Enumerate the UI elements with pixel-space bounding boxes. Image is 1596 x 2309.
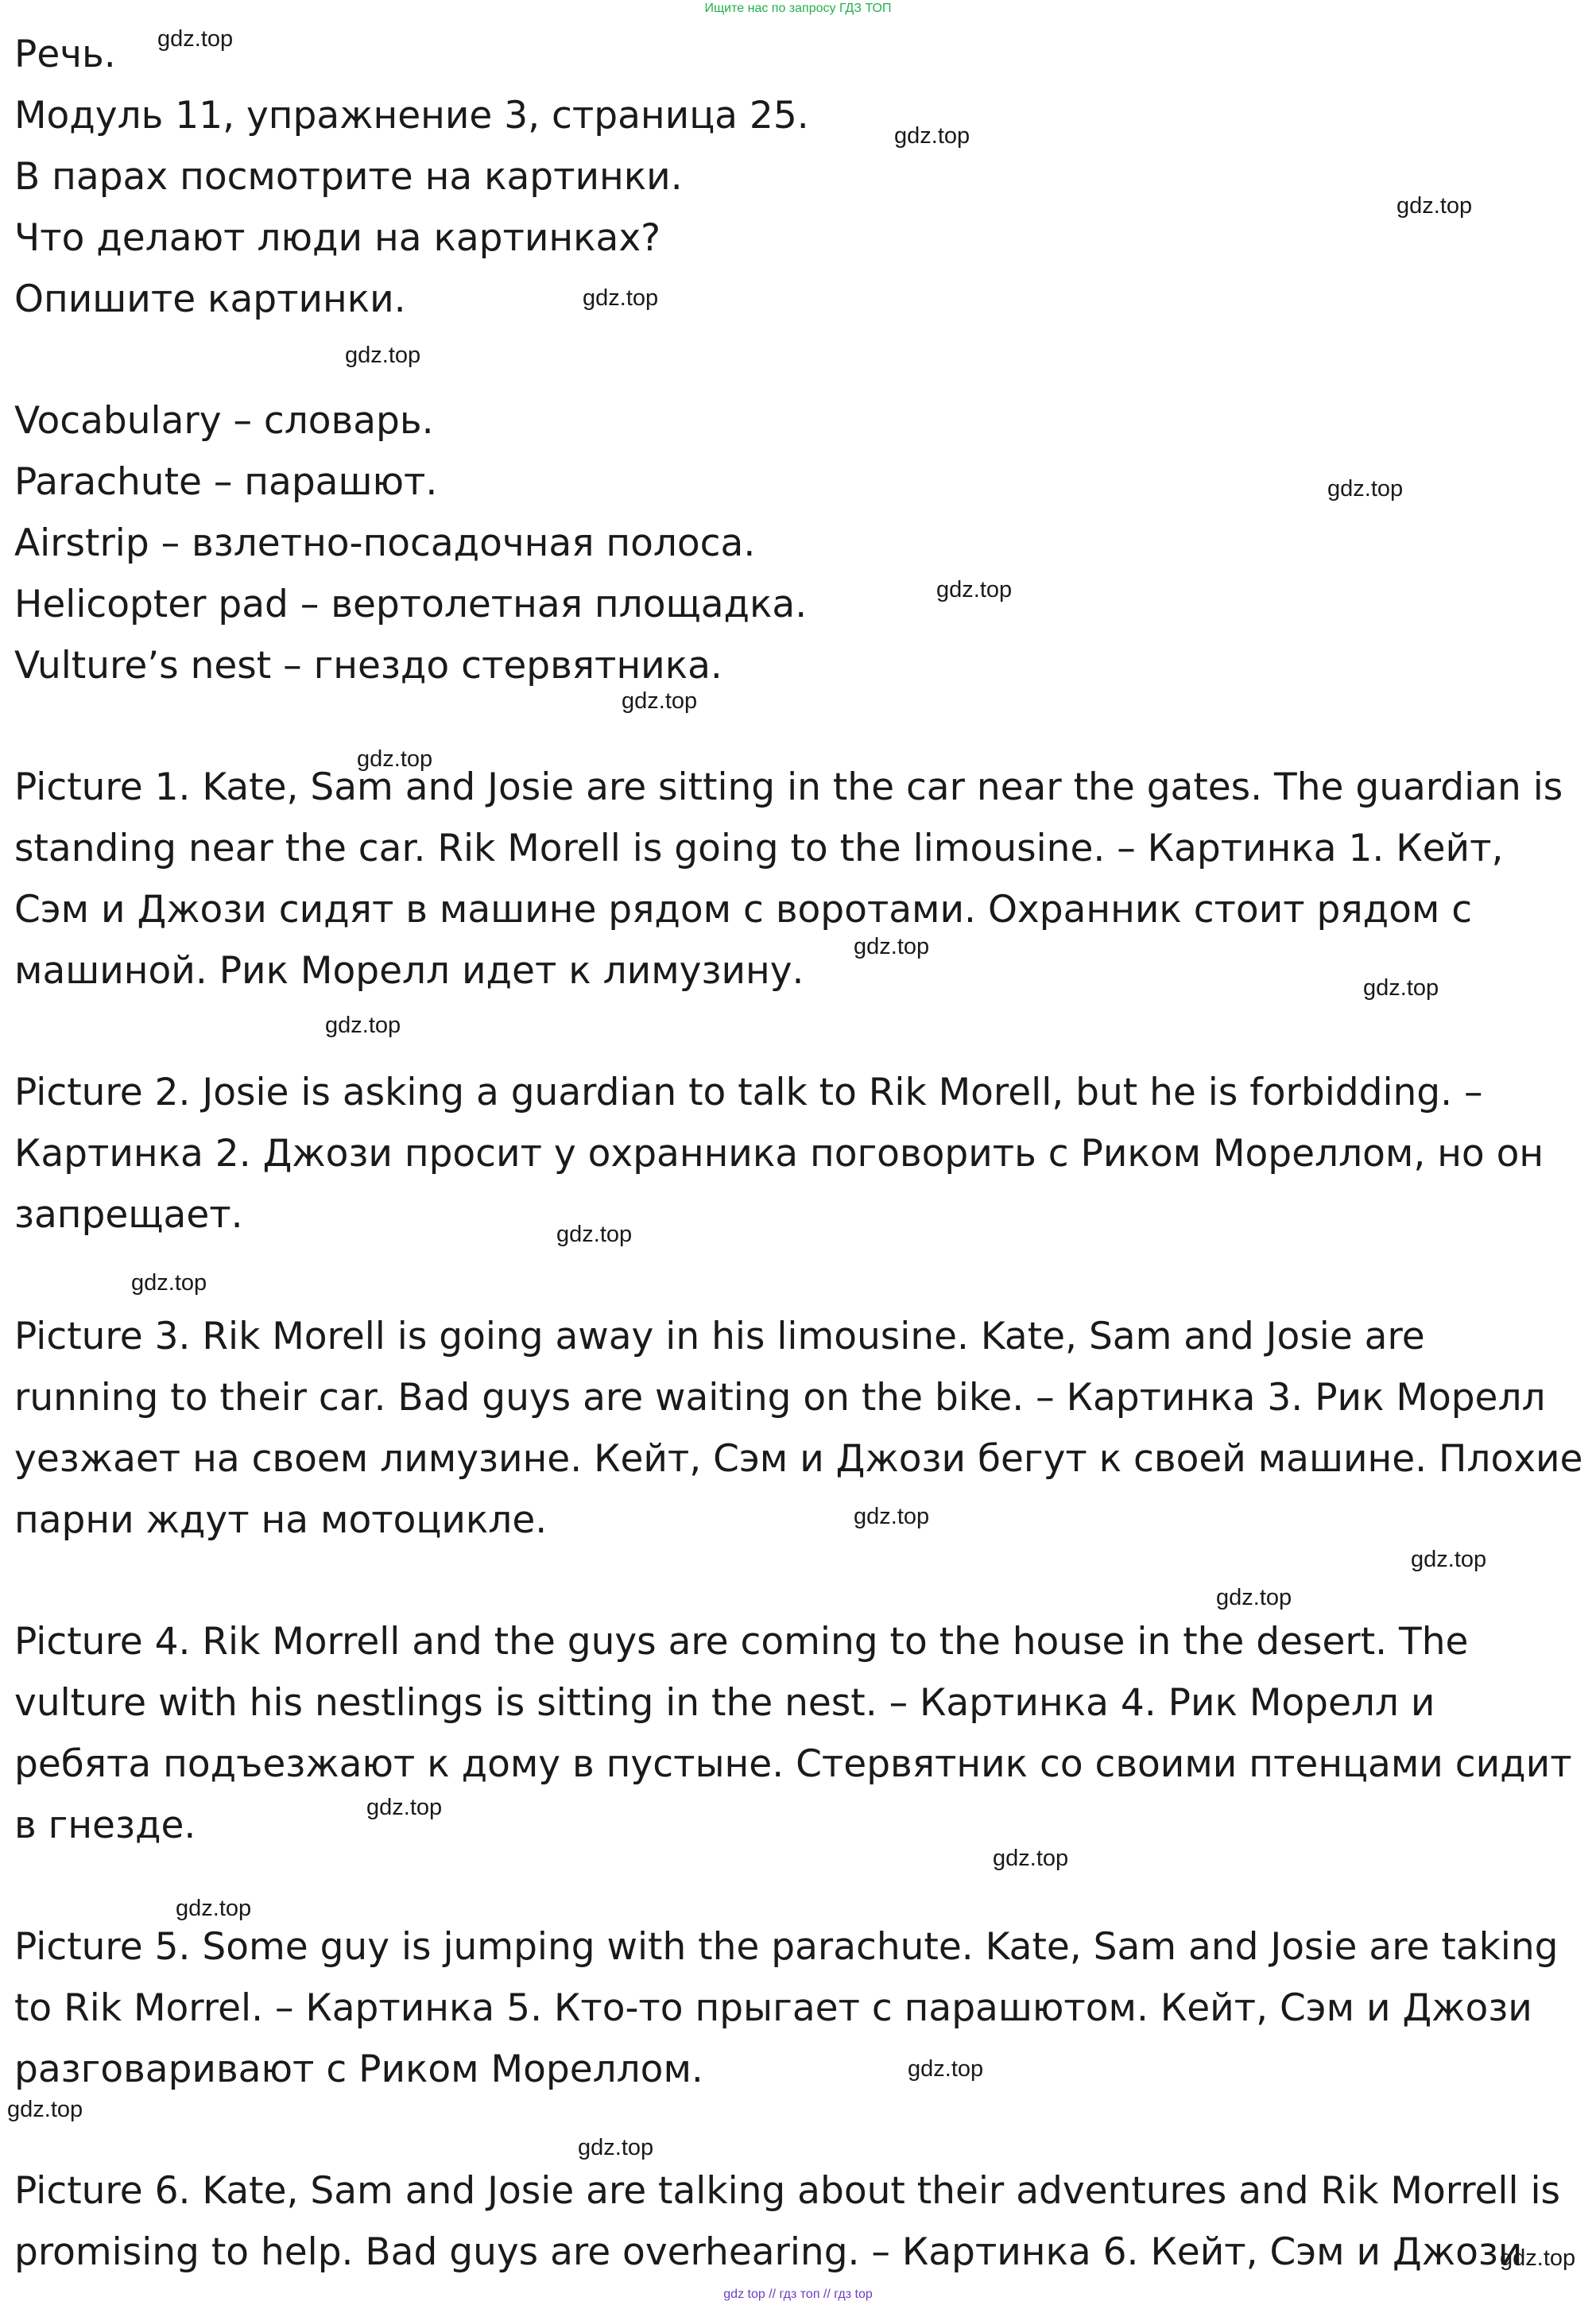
paragraph-line: to Rik Morrel. – Картинка 5. Кто-то прыгает с парашютом. Кейт, Сэм и Джози [14,1986,1532,2030]
picture-4-description [14,1611,1584,1856]
document-body [14,24,1584,2283]
watermark: gdz.top [7,2097,83,2122]
vocabulary-item: Helicopter pad – вертолетная площадка. [14,583,808,626]
watermark: gdz.top [622,688,698,714]
watermark: gdz.top [556,1222,633,1247]
exercise-intro [14,24,1584,330]
paragraph-line: Picture 1. Kate, Sam and Josie are sitting in the car near the gates. The guardian is [14,765,1563,809]
paragraph-line: Picture 4. Rik Morrell and the guys are coming to the house in the desert. The [14,1620,1469,1664]
paragraph-line: Picture 6. Kate, Sam and Josie are talking about their adventures and Rik Morrell is [14,2169,1561,2213]
section-title: Речь. [14,33,116,76]
watermark: gdz.top [583,285,659,311]
paragraph-line: машиной. Рик Морелл идет к лимузину. [14,949,804,993]
picture-6-description [14,2160,1584,2283]
watermark: gdz.top [366,1795,443,1820]
vocabulary-heading: Vocabulary – словарь. [14,399,434,443]
paragraph-line: Картинка 2. Джози просит у охранника поговорить с Риком Мореллом, но он [14,1132,1544,1176]
paragraph-line: running to their car. Bad guys are waiting on the bike. – Картинка 3. Рик Морелл [14,1376,1546,1420]
bottom-banner: gdz top // гдз топ // гдз top [723,2288,873,2301]
paragraph-line: ребята подъезжают к дому в пустыне. Стервятник со своими птенцами сидит [14,1742,1572,1786]
paragraph-line: парни ждут на мотоцикле. [14,1498,548,1542]
paragraph-line: разговаривают с Риком Мореллом. [14,2047,703,2091]
paragraph-line: standing near the car. Rik Morell is going to the limousine. – Картинка 1. Кейт, [14,827,1504,870]
exercise-reference: Модуль 11, упражнение 3, страница 25. [14,94,809,138]
vocabulary-item: Airstrip – взлетно-посадочная полоса. [14,521,756,565]
paragraph-line: promising to help. Bad guys are overhearing. – Картинка 6. Кейт, Сэм и Джози [14,2230,1523,2274]
picture-2-description [14,1062,1584,1246]
vocabulary-item: Vulture’s nest – гнездо стервятника. [14,644,722,688]
watermark: gdz.top [1396,193,1473,219]
watermark: gdz.top [325,1013,401,1038]
watermark: gdz.top [908,2056,984,2082]
paragraph-line: vulture with his nestlings is sitting in the nest. – Картинка 4. Рик Морелл и [14,1681,1435,1725]
paragraph-line: в гнезде. [14,1803,196,1847]
instruction-line: Что делают люди на картинках? [14,216,661,260]
paragraph-line: Picture 5. Some guy is jumping with the parachute. Kate, Sam and Josie are taking [14,1925,1559,1969]
top-banner: Ищите нас по запросу ГДЗ ТОП [704,2,892,15]
vocabulary-item: Parachute – парашют. [14,460,438,504]
picture-3-description [14,1306,1584,1551]
watermark: gdz.top [993,1846,1069,1871]
instruction-line: В парах посмотрите на картинки. [14,155,683,199]
picture-5-description [14,1916,1584,2100]
instruction-line: Опишите картинки. [14,277,406,321]
watermark: gdz.top [176,1896,252,1921]
watermark: gdz.top [1411,1547,1487,1572]
watermark: gdz.top [854,1504,930,1529]
watermark: gdz.top [936,577,1013,602]
picture-1-description [14,757,1584,1001]
paragraph-line: Picture 3. Rik Morell is going away in his limousine. Kate, Sam and Josie are [14,1315,1425,1358]
watermark: gdz.top [894,123,970,149]
watermark: gdz.top [578,2135,654,2160]
watermark: gdz.top [1327,476,1404,502]
watermark: gdz.top [357,746,433,772]
paragraph-line: запрещает. [14,1193,243,1237]
watermark: gdz.top [1363,975,1439,1001]
watermark: gdz.top [131,1270,207,1296]
watermark: gdz.top [345,343,421,368]
watermark: gdz.top [157,26,234,52]
paragraph-line: уезжает на своем лимузине. Кейт, Сэм и Джози бегут к своей машине. Плохие [14,1437,1583,1481]
watermark: gdz.top [1216,1585,1292,1610]
watermark: gdz.top [854,934,930,959]
watermark: gdz.top [1500,2245,1576,2271]
vocabulary-list [14,390,1584,696]
paragraph-line: Picture 2. Josie is asking a guardian to talk to Rik Morell, but he is forbidding. – [14,1071,1483,1114]
paragraph-line: Сэм и Джози сидят в машине рядом с воротами. Охранник стоит рядом с [14,888,1473,932]
